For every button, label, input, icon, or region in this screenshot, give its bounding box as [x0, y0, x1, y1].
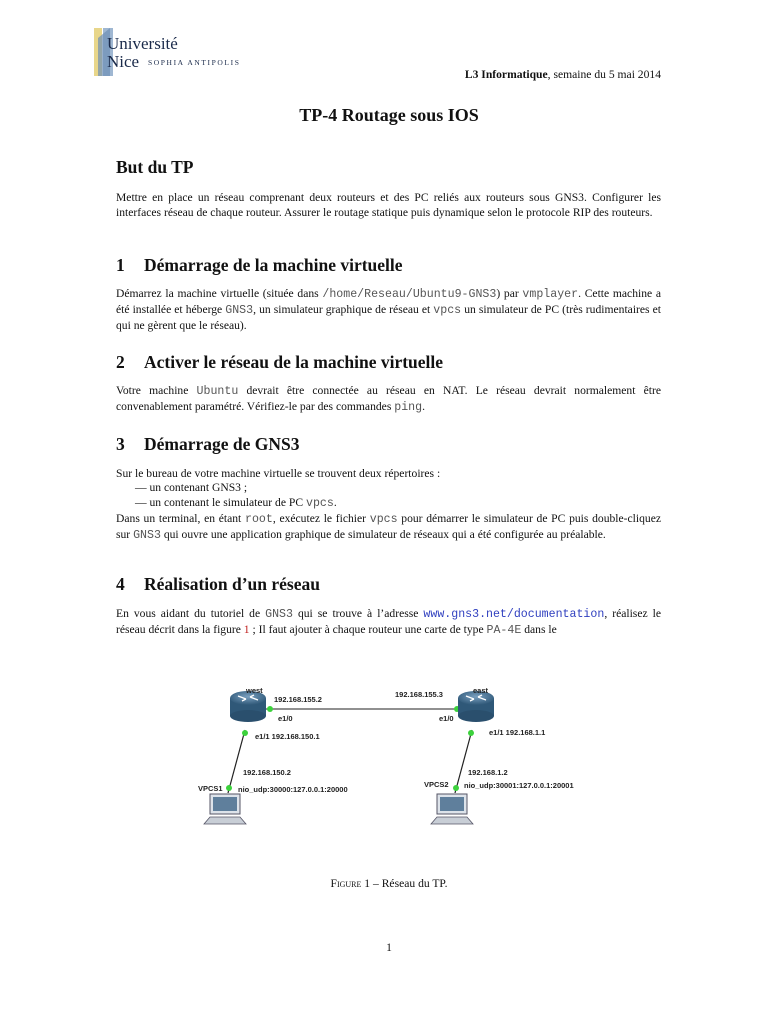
section-1-heading — [116, 255, 403, 276]
goal-heading: But du TP — [116, 157, 194, 177]
figure-ref-link[interactable]: 1 — [243, 623, 250, 636]
figure-caption — [0, 877, 768, 890]
code-root: root — [244, 513, 273, 526]
east-e11-label: e1/1 192.168.1.1 — [489, 728, 546, 737]
code-gns3: GNS3 — [133, 529, 161, 542]
port-dot — [267, 706, 273, 712]
vpcs2-nio: nio_udp:30001:127.0.0.1:20001 — [464, 781, 574, 790]
vpcs1-ip: 192.168.150.2 — [243, 768, 291, 777]
vpcs2-ip: 192.168.1.2 — [468, 768, 508, 777]
list-item: — un contenant GNS3 ; — [135, 481, 248, 494]
caption-text: – Réseau du TP. — [370, 877, 448, 890]
port-dot — [242, 730, 248, 736]
list-item-text: un contenant GNS3 ; — [149, 481, 248, 494]
section-number: 1 — [116, 255, 125, 275]
section-4-text — [116, 606, 661, 638]
code-ping: ping — [394, 401, 423, 414]
code-vpcs: vpcs — [433, 304, 462, 317]
section-number: 3 — [116, 434, 125, 454]
code-path: /home/Reseau/Ubuntu9-GNS3 — [322, 288, 497, 301]
vpcs2-label: VPCS2 — [424, 780, 449, 789]
router-east-icon[interactable] — [458, 691, 494, 722]
text-run: . — [333, 496, 337, 509]
section-4-heading — [116, 574, 320, 595]
text-run: qui se trouve à l’adresse — [292, 607, 424, 620]
text-run: ; Il faut ajouter à chaque routeur une carte de type — [249, 623, 487, 636]
code-gns3: GNS3 — [225, 304, 254, 317]
code-vpcs: vpcs — [369, 513, 398, 526]
section-number: 4 — [116, 574, 125, 594]
logo-subline: SOPHIA ANTIPOLIS — [148, 58, 241, 67]
router-west-icon[interactable] — [230, 691, 266, 722]
code-vmplayer: vmplayer — [522, 288, 579, 301]
page-number: 1 — [386, 941, 392, 954]
port-dot — [453, 785, 459, 791]
code-vpcs: vpcs — [305, 497, 334, 510]
logo-line1: Université — [107, 34, 178, 53]
network-diagram — [190, 678, 610, 853]
section-3-intro: Sur le bureau de votre machine virtuelle se trouvent deux répertoires : — [116, 467, 441, 480]
documentation-link[interactable]: www.gns3.net/documentation — [423, 608, 605, 621]
university-logo — [94, 24, 244, 80]
link-west-vpcs1 — [228, 730, 245, 793]
code-gns3: GNS3 — [265, 608, 293, 621]
text-run: pour démarrer le simulateur de PC puis double-cliquez sur — [116, 512, 661, 541]
goal-text: Mettre en place un réseau comprenant deux routeurs et des PC reliés aux routeurs sous GNS3. Configurer les interfaces réseau de chaque routeur. Assurer le routage statique puis dynamique selon le protocole RIP des routeurs. — [116, 191, 661, 219]
list-item: — un contenant le simulateur de PC vpcs. — [135, 496, 337, 510]
section-title: Démarrage de la machine virtuelle — [144, 255, 403, 275]
text-run: . Cette machine a été installée et héberge — [116, 287, 662, 316]
header-info — [465, 68, 661, 81]
east-e10-label: e1/0 — [439, 714, 454, 723]
section-3-heading — [116, 434, 300, 455]
text-run: ) par — [496, 287, 523, 300]
pc-vpcs1-icon[interactable] — [204, 794, 246, 824]
list-item-text: un contenant le simulateur de PC — [149, 496, 306, 509]
west-e10-ip: 192.168.155.2 — [274, 695, 322, 704]
text-run: En vous aidant du tutoriel de — [116, 607, 266, 620]
section-2-heading — [116, 352, 443, 373]
page-title: TP-4 Routage sous IOS — [299, 105, 479, 125]
text-run: Votre machine — [116, 384, 197, 397]
west-e11-label: e1/1 192.168.150.1 — [255, 732, 320, 741]
text-run: qui ouvre une application graphique de simulateur de réseaux qui a été configurée au préalable. — [160, 528, 606, 541]
text-run: Dans un terminal, en étant — [116, 512, 245, 525]
header-date: , semaine du 5 mai 2014 — [547, 68, 661, 81]
section-title: Démarrage de GNS3 — [144, 434, 300, 454]
text-run: , exécutez le fichier — [272, 512, 370, 525]
port-dot — [468, 730, 474, 736]
code-pa4e: PA-4E — [486, 624, 522, 637]
west-e10-label: e1/0 — [278, 714, 293, 723]
course-name: L3 Informatique — [464, 68, 548, 81]
text-run: devrait être connectée au réseau en NAT. Le réseau devrait normalement être convenablement paramétré. Vérifiez-le par des commandes — [116, 384, 661, 413]
section-1-text — [116, 286, 661, 333]
text-run: un simulateur de PC (très rudimentaires et qui ne gèrent que le réseau). — [116, 303, 661, 332]
section-2-text — [116, 383, 661, 415]
text-run: . — [422, 400, 425, 413]
code-ubuntu: Ubuntu — [196, 385, 239, 398]
section-title: Réalisation d’un réseau — [144, 574, 320, 594]
text-run: dans le — [521, 623, 557, 636]
east-e10-ip: 192.168.155.3 — [395, 690, 443, 699]
router-east-label: east — [473, 686, 489, 695]
router-west-label: west — [246, 686, 263, 695]
port-dot — [226, 785, 232, 791]
pc-vpcs2-icon[interactable] — [431, 794, 473, 824]
section-title: Activer le réseau de la machine virtuelle — [144, 352, 444, 372]
vpcs1-nio: nio_udp:30000:127.0.0.1:20000 — [238, 785, 348, 794]
vpcs1-label: VPCS1 — [198, 784, 223, 793]
caption-label: Figure 1 — [330, 877, 371, 890]
text-run: , réalisez le réseau décrit dans la figure — [116, 607, 661, 636]
section-3-text — [116, 511, 661, 543]
text-run: Démarrez la machine virtuelle (située dans — [116, 287, 323, 300]
text-run: , un simulateur graphique de réseau et — [253, 303, 434, 316]
logo-line2: Nice — [107, 52, 140, 71]
section-number: 2 — [116, 352, 125, 372]
